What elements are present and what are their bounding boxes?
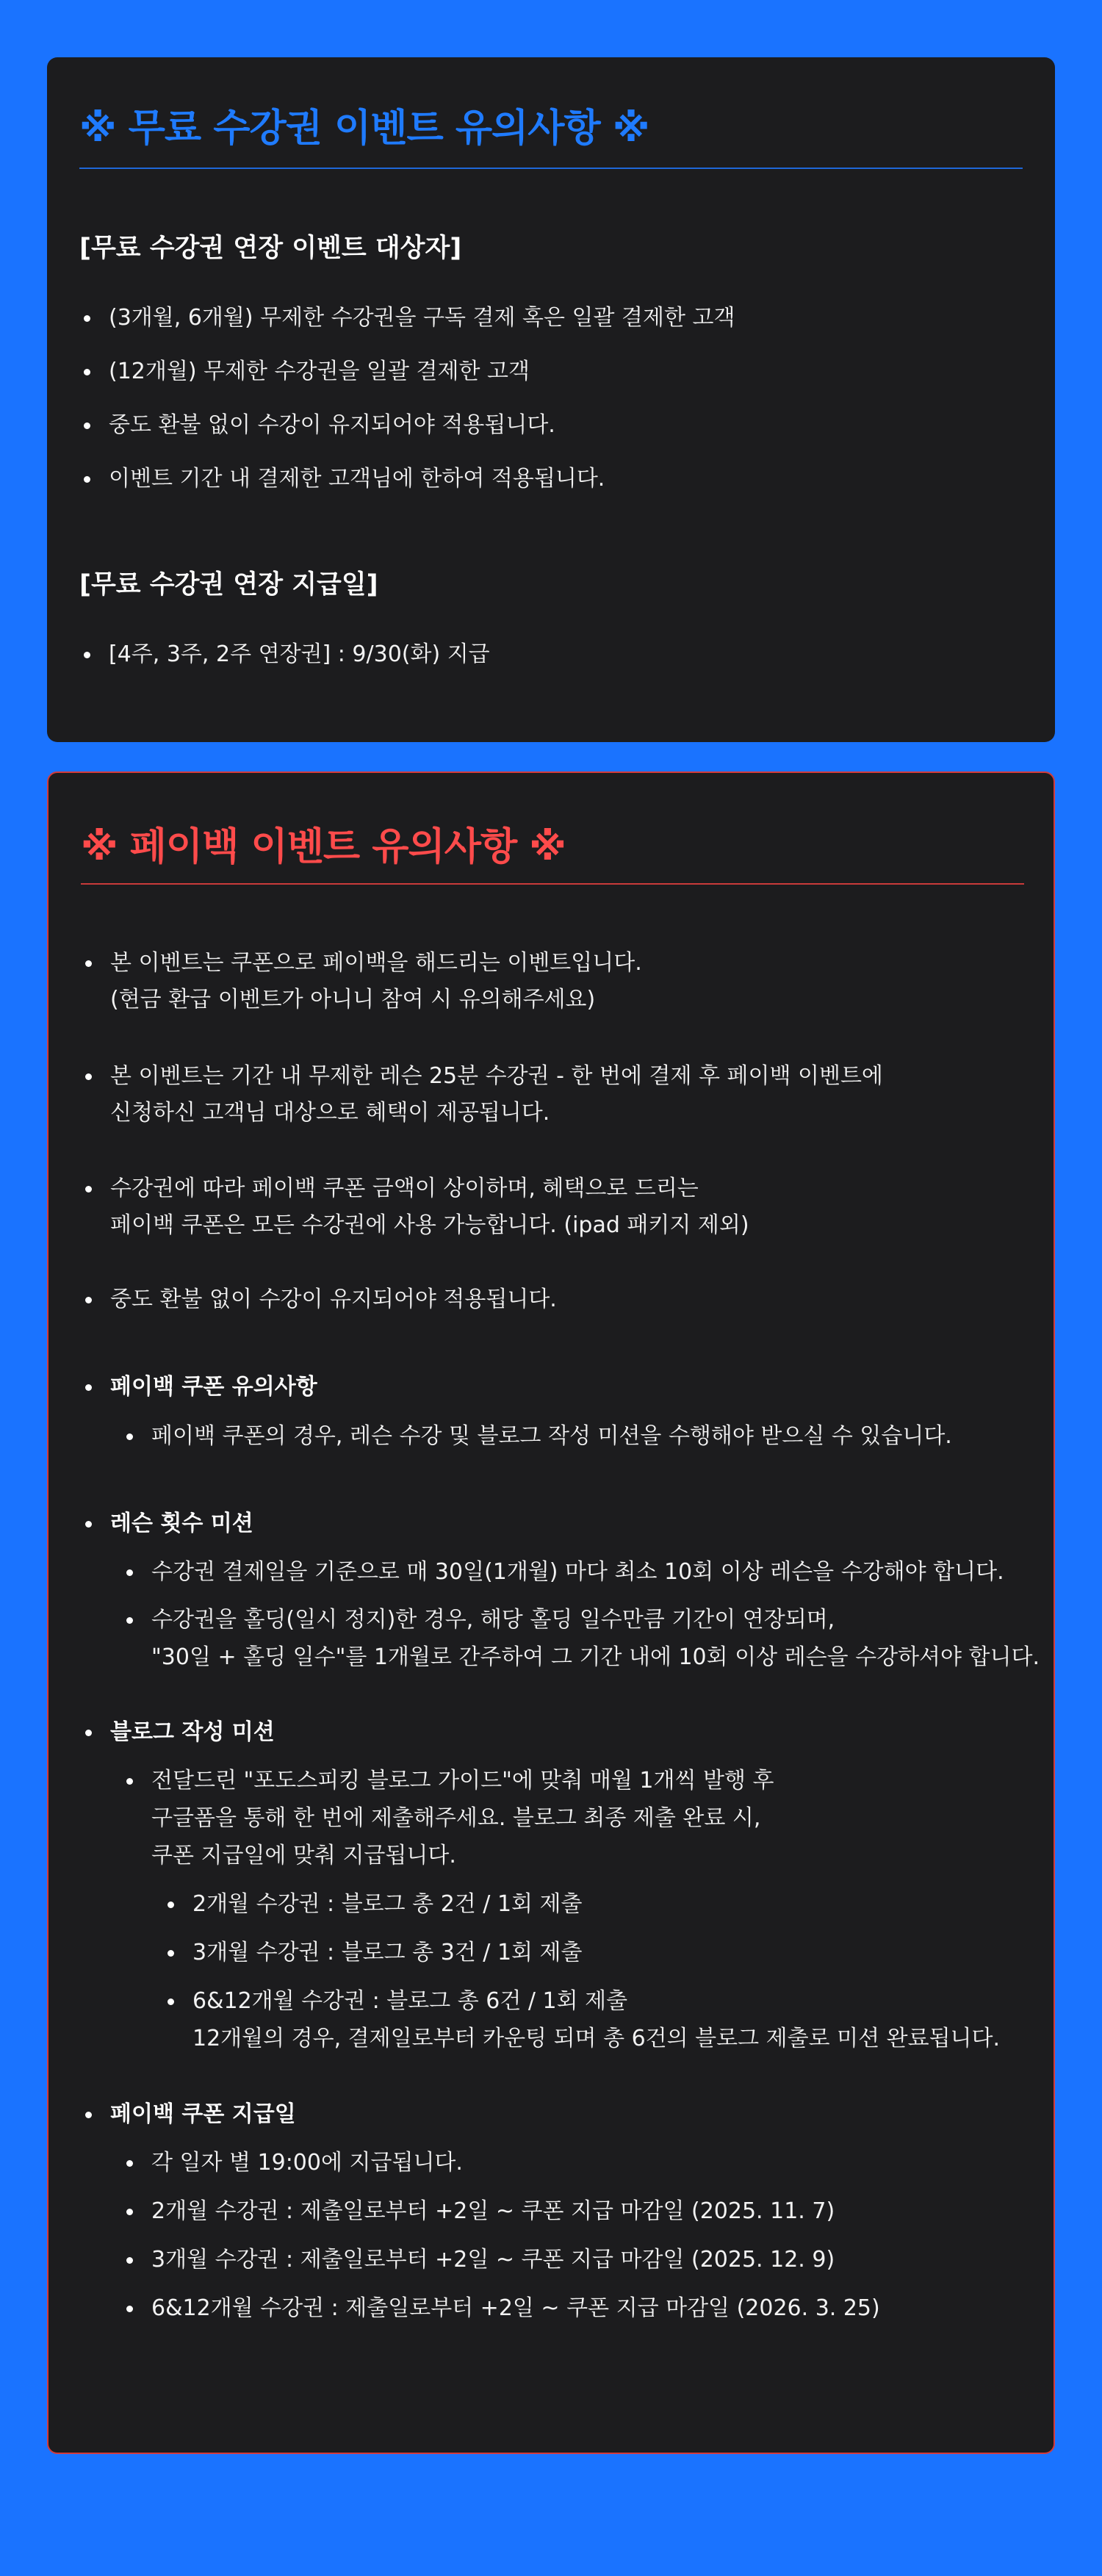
list-item: 수강권을 홀딩(일시 정지)한 경우, 해당 홀딩 일수만큼 기간이 연장되며, [151,1607,835,1633]
bullet-dot [168,1998,174,2005]
note-line: 페이백 쿠폰은 모든 수강권에 사용 가능합니다. (ipad 패키지 제외) [110,1212,749,1238]
note-line: 수강권에 따라 페이백 쿠폰 금액이 상이하며, 혜택으로 드리는 [110,1176,699,1201]
list-item: "30일 + 홀딩 일수"를 1개월로 간주하여 그 기간 내에 10회 이상 레슨을 수강하셔야 합니다. [151,1644,1040,1670]
note-line: 신청하신 고객님 대상으로 혜택이 제공됩니다. [110,1100,550,1126]
bullet-dot [126,1778,133,1785]
title-divider [81,883,1024,885]
bullet-dot [85,1521,92,1528]
bullet-dot [85,1297,92,1303]
list-item: 구글폼을 통해 한 번에 제출해주세요. 블로그 최종 제출 완료 시, [151,1805,761,1831]
payback-event-notice-card [47,771,1055,2454]
lesson-mission-heading: 레슨 횟수 미션 [110,1511,253,1536]
free-pass-event-notice-card [47,57,1055,742]
list-item: 2개월 수강권 : 블로그 총 2건 / 1회 제출 [192,1891,583,1917]
bullet-dot [126,2209,133,2215]
section-heading-date: [무료 수강권 연장 지급일] [79,570,378,600]
list-item: [4주, 3주, 2주 연장권] : 9/30(화) 지급 [109,641,490,667]
bullet-dot [85,1186,92,1192]
title-divider [79,168,1023,169]
list-item: 이벤트 기간 내 결제한 고객님에 한하여 적용됩니다. [109,466,605,492]
list-item: 2개월 수강권 : 제출일로부터 +2일 ~ 쿠폰 지급 마감일 (2025. 11. 7) [151,2198,835,2224]
bullet-dot [85,1384,92,1391]
note-line: 본 이벤트는 기간 내 무제한 레슨 25분 수강권 - 한 번에 결제 후 페이백 이벤트에 [110,1063,883,1089]
list-item: 전달드린 "포도스피킹 블로그 가이드"에 맞춰 매월 1개씩 발행 후 [151,1768,774,1794]
list-item: 쿠폰 지급일에 맞춰 지급됩니다. [151,1843,456,1868]
list-item: 중도 환불 없이 수강이 유지되어야 적용됩니다. [109,412,555,438]
list-item: 12개월의 경우, 결제일로부터 카운팅 되며 총 6건의 블로그 제출로 미션 완료됩니다. [192,2026,1001,2051]
bullet-dot [84,369,90,375]
bullet-dot [168,1950,174,1957]
bullet-dot [85,960,92,967]
bullet-dot [126,1433,133,1440]
bullet-dot [85,2112,92,2118]
blog-mission-heading: 블로그 작성 미션 [110,1719,275,1745]
note-line: (현금 환급 이벤트가 아니니 참여 시 유의해주세요) [110,987,596,1012]
coupon-notice-heading: 페이백 쿠폰 유의사항 [110,1374,317,1400]
bullet-dot [84,422,90,429]
bullet-dot [126,2257,133,2264]
note-line: 중도 환불 없이 수강이 유지되어야 적용됩니다. [110,1287,557,1312]
bullet-dot [84,476,90,483]
bullet-dot [126,1617,133,1624]
bullet-dot [126,1569,133,1576]
list-item: 3개월 수강권 : 제출일로부터 +2일 ~ 쿠폰 지급 마감일 (2025. 12. 9) [151,2247,835,2273]
list-item: 각 일자 별 19:00에 지급됩니다. [151,2150,463,2176]
list-item: (3개월, 6개월) 무제한 수강권을 구독 결제 혹은 일괄 결제한 고객 [109,305,735,331]
note-line: 본 이벤트는 쿠폰으로 페이백을 해드리는 이벤트입니다. [110,950,642,976]
bullet-dot [168,1902,174,1908]
payment-date-heading: 페이백 쿠폰 지급일 [110,2101,296,2127]
bullet-dot [84,315,90,322]
free-pass-title: ※ 무료 수강권 이벤트 유의사항 ※ [79,107,649,151]
bullet-dot [85,1073,92,1080]
bullet-dot [126,2306,133,2312]
section-heading-target: [무료 수강권 연장 이벤트 대상자] [79,234,462,263]
bullet-dot [84,652,90,658]
list-item: (12개월) 무제한 수강권을 일괄 결제한 고객 [109,359,530,384]
bullet-dot [126,2160,133,2167]
list-item: 3개월 수강권 : 블로그 총 3건 / 1회 제출 [192,1940,583,1965]
payback-title: ※ 페이백 이벤트 유의사항 ※ [81,825,566,869]
list-item: 6&12개월 수강권 : 제출일로부터 +2일 ~ 쿠폰 지급 마감일 (2026. 3. 25) [151,2295,880,2321]
bullet-dot [85,1730,92,1736]
list-item: 6&12개월 수강권 : 블로그 총 6건 / 1회 제출 [192,1988,628,2014]
list-item: 페이백 쿠폰의 경우, 레슨 수강 및 블로그 작성 미션을 수행해야 받으실 수 있습니다. [151,1423,952,1449]
list-item: 수강권 결제일을 기준으로 매 30일(1개월) 마다 최소 10회 이상 레슨을 수강해야 합니다. [151,1559,1004,1585]
